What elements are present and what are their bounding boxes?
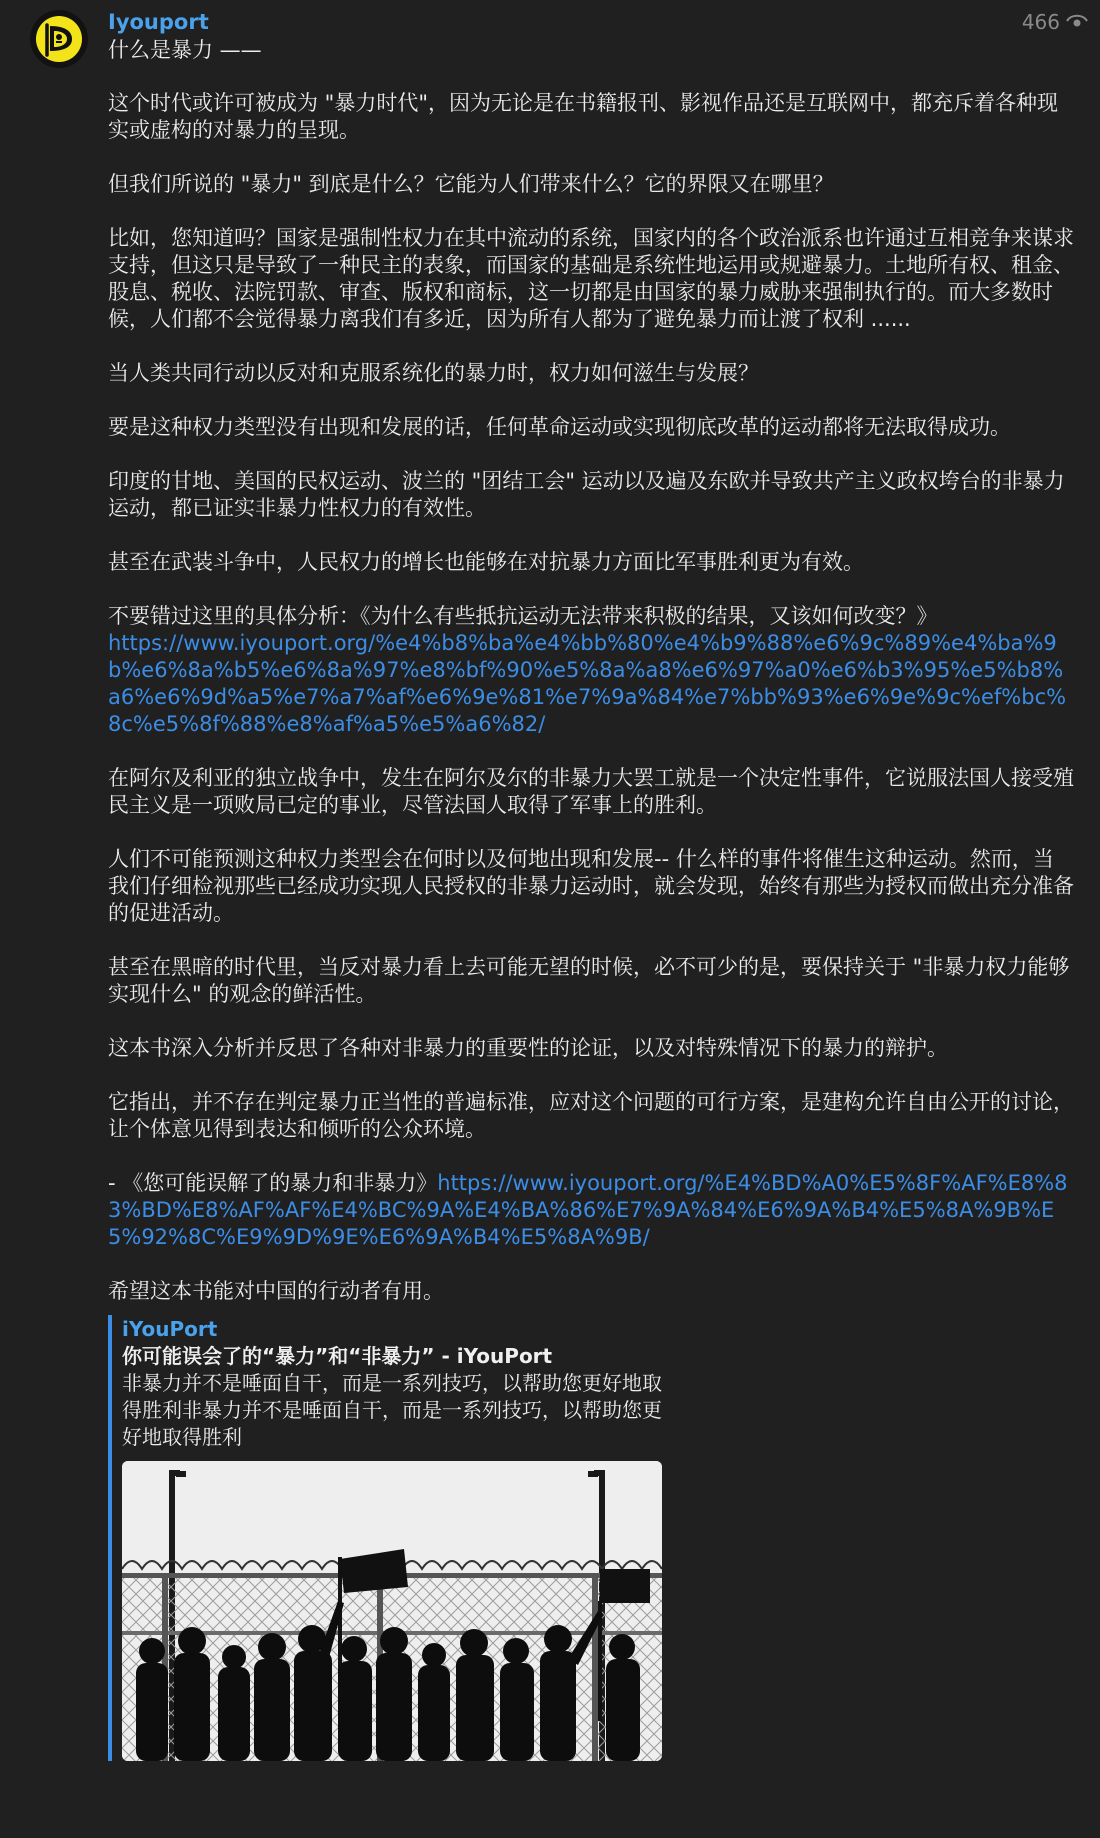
channel-avatar[interactable] bbox=[30, 10, 88, 68]
closing-line: 希望这本书能对中国的行动者有用。 bbox=[108, 1279, 444, 1303]
paragraph: 它指出，并不存在判定暴力正当性的普遍标准，应对这个问题的可行方案，是建构允许自由公开的讨论，让个体意见得到表达和倾听的公众环境。 bbox=[108, 1090, 1074, 1141]
paragraph: 甚至在武装斗争中，人民权力的增长也能够在对抗暴力方面比军事胜利更为有效。 bbox=[108, 550, 864, 574]
paragraph: 比如，您知道吗？国家是强制性权力在其中流动的系统，国家内的各个政治派系也许通过互相竞争来谋求支持，但这只是导致了一种民主的表象，而国家的基础是系统性地运用或规避暴力。土地所有权、租金、股息、税收、法院罚款、审查、版权和商标，这一切都是由国家的暴力威胁来强制执行的。而大多数时候，人们都不会觉得暴力离我们有多近，因为所有人都为了避免暴力而让渡了权利 ...... bbox=[108, 226, 1074, 331]
pirate-flag-logo-icon bbox=[36, 16, 82, 62]
channel-name[interactable]: Iyouport bbox=[108, 10, 209, 34]
paragraph: 但我们所说的 "暴力" 到底是什么？它能为人们带来什么？它的界限又在哪里？ bbox=[108, 172, 834, 196]
paragraph: 当人类共同行动以反对和克服系统化的暴力时，权力如何滋生与发展？ bbox=[108, 361, 759, 385]
preview-title: 你可能误会了的“暴力”和“非暴力” - iYouPort bbox=[122, 1344, 553, 1368]
book-reference bbox=[108, 1170, 1074, 1251]
paragraph: 印度的甘地、美国的民权运动、波兰的 "团结工会" 运动以及遍及东欧并导致共产主义政权垮台的非暴力运动，都已证实非暴力性权力的有效性。 bbox=[108, 469, 1065, 520]
preview-site-name: iYouPort bbox=[122, 1317, 218, 1341]
paragraph: 要是这种权力类型没有出现和发展的话，任何革命运动或实现彻底改革的运动都将无法取得成功。 bbox=[108, 415, 1011, 439]
paragraph: 在阿尔及利亚的独立战争中，发生在阿尔及尔的非暴力大罢工就是一个决定性事件，它说服法国人接受殖民主义是一项败局已定的事业，尽管法国人取得了军事上的胜利。 bbox=[108, 766, 1074, 817]
paragraph: 人们不可能预测这种权力类型会在何时以及何地出现和发展-- 什么样的事件将催生这种运动。然而，当我们仔细检视那些已经成功实现人民授权的非暴力运动时，就会发现，始终有那些为授权而做出充分准备的促进活动。 bbox=[108, 847, 1074, 925]
message-post bbox=[108, 8, 1074, 1761]
link-preview[interactable] bbox=[108, 1315, 662, 1761]
view-count-value: 466 bbox=[1021, 10, 1060, 34]
post-title: 什么是暴力 —— bbox=[108, 38, 262, 62]
paragraph: 这本书深入分析并反思了各种对非暴力的重要性的论证，以及对特殊情况下的暴力的辩护。 bbox=[108, 1036, 948, 1060]
preview-description: 非暴力并不是唾面自干，而是一系列技巧，以帮助您更好地取得胜利非暴力并不是唾面自干，而是一系列技巧，以帮助您更好地取得胜利 bbox=[122, 1371, 662, 1449]
book-intro: - 《您可能误解了的暴力和非暴力》 bbox=[108, 1171, 438, 1195]
paragraph: 这个时代或许可被成为 "暴力时代"，因为无论是在书籍报刊、影视作品还是互联网中，都充斥着各种现实或虚构的对暴力的呈现。 bbox=[108, 91, 1058, 142]
analysis-intro: 不要错过这里的具体分析：《为什么有些抵抗运动无法带来积极的结果，又该如何改变？》 bbox=[108, 604, 938, 628]
book-link[interactable]: https://www.iyouport.org/%E4%BD%A0%E5%8F%AF%E8%83%BD%E8%AF%AF%E4%BC%9A%E4%BA%86%E7%9A%84%E6%9A%B4%E5%8A%9B%E5%92%8C%E9%9D%9E%E6%9A%B4%E5%8A%9B/ bbox=[108, 1171, 1068, 1249]
paragraph: 甚至在黑暗的时代里，当反对暴力看上去可能无望的时候，必不可少的是，要保持关于 "非暴力权力能够实现什么" 的观念的鲜活性。 bbox=[108, 955, 1070, 1006]
analysis-link[interactable]: https://www.iyouport.org/%e4%b8%ba%e4%bb%80%e4%b9%88%e6%9c%89%e4%ba%9b%e6%8a%b5%e6%8a%97%e8%bf%90%e5%8a%a8%e6%97%a0%e6%b3%95%e5%b8%a6%e6%9d%a5%e7%a7%af%e6%9e%81%e7%9a%84%e7%bb%93%e6%9e%9c%ef%bc%8c%e5%8f%88%e8%af%a5%e5%a6%82/ bbox=[108, 631, 1067, 736]
preview-image[interactable] bbox=[122, 1461, 662, 1761]
